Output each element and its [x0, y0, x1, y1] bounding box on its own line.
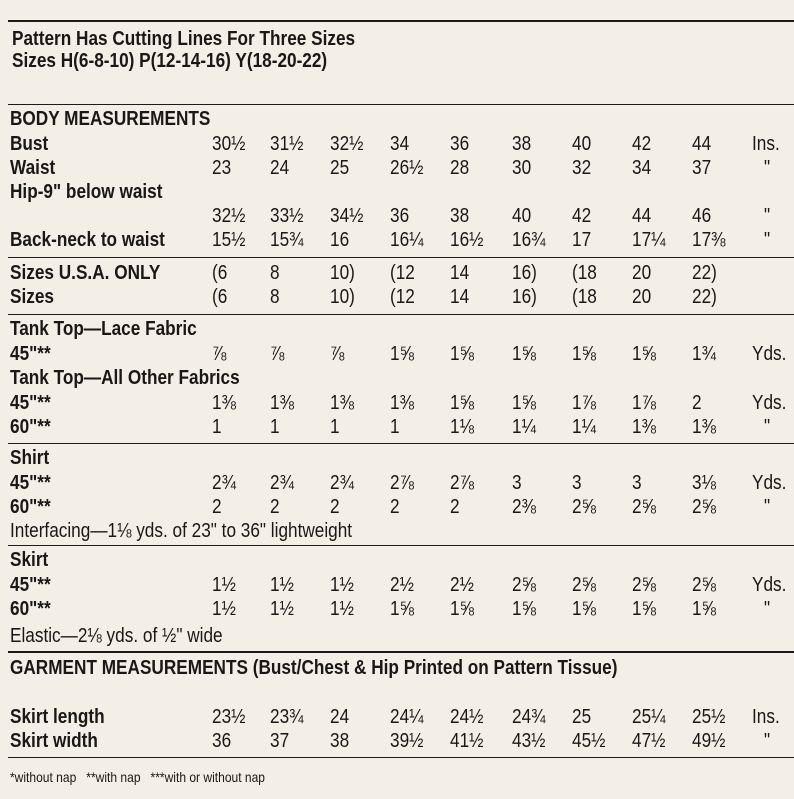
row-value: 1: [330, 416, 340, 438]
row-value: 45½: [572, 730, 606, 752]
row-value: 1½: [212, 574, 236, 596]
table-row: [0, 342, 794, 366]
row-value: 1⅜: [270, 392, 294, 414]
row-value: 1¾: [692, 343, 716, 365]
row-value: 20: [632, 262, 652, 284]
header-line-1: Pattern Has Cutting Lines For Three Sizes: [12, 28, 356, 50]
row-value: 25½: [692, 706, 726, 728]
row-value: 1⅝: [572, 343, 596, 365]
row-label: 45"**: [10, 392, 51, 414]
row-value: 32½: [330, 133, 364, 155]
row-value: 8: [270, 262, 280, 284]
section-divider: [8, 314, 794, 315]
row-value: 24: [270, 157, 290, 179]
row-value: 32½: [212, 205, 246, 227]
row-label: 60"**: [10, 416, 51, 438]
row-value: 1⅛: [450, 416, 474, 438]
row-value: 28: [450, 157, 470, 179]
row-unit: ": [764, 416, 771, 438]
row-value: 37: [692, 157, 712, 179]
row-value: 40: [512, 205, 532, 227]
row-value: 1⅝: [390, 598, 414, 620]
row-value: 23: [212, 157, 232, 179]
row-value: 36: [390, 205, 410, 227]
row-value: (18: [572, 262, 597, 284]
row-unit: Yds.: [752, 392, 787, 414]
row-label: 45"**: [10, 574, 51, 596]
row-value: 30: [512, 157, 532, 179]
row-value: 16: [330, 229, 350, 251]
row-value: 33½: [270, 205, 304, 227]
row-value: 34: [632, 157, 652, 179]
footnote: *without nap **with nap ***with or without nap: [10, 769, 266, 785]
row-value: 44: [632, 205, 652, 227]
row-value: 17⅜: [692, 229, 726, 251]
row-value: 1⅜: [330, 392, 354, 414]
row-value: 17¼: [632, 229, 666, 251]
row-value: (6: [212, 286, 228, 308]
row-value: 2⅜: [512, 496, 536, 518]
row-value: 36: [212, 730, 232, 752]
row-label: Skirt width: [10, 730, 98, 752]
row-value: 2: [330, 496, 340, 518]
top-rule: [8, 20, 794, 22]
section-divider: [8, 443, 794, 444]
row-value: 1: [270, 416, 280, 438]
section-divider: [8, 545, 794, 546]
row-value: 25: [330, 157, 350, 179]
row-value: 37: [270, 730, 290, 752]
row-value: 25: [572, 706, 592, 728]
garment-title: GARMENT MEASUREMENTS (Bust/Chest & Hip Printed on Pattern Tissue): [10, 657, 618, 679]
row-value: 1⅜: [632, 416, 656, 438]
row-value: 1⅞: [572, 392, 596, 414]
row-value: 16¾: [512, 229, 546, 251]
row-value: ⅞: [330, 343, 345, 365]
shirt-title: Shirt: [10, 447, 50, 469]
table-row: [0, 180, 794, 204]
row-value: 2½: [450, 574, 474, 596]
row-value: 38: [450, 205, 470, 227]
row-label: Hip-9" below waist: [10, 181, 163, 203]
row-value: 20: [632, 286, 652, 308]
row-value: 16½: [450, 229, 484, 251]
row-value: 38: [512, 133, 532, 155]
row-value: 2¾: [270, 472, 294, 494]
row-value: 3: [572, 472, 582, 494]
row-value: 44: [692, 133, 712, 155]
row-value: 1½: [270, 574, 294, 596]
row-value: 41½: [450, 730, 484, 752]
row-value: 22): [692, 262, 717, 284]
row-label: 45"**: [10, 472, 51, 494]
row-value: 31½: [270, 133, 304, 155]
body-measurements-title: BODY MEASUREMENTS: [10, 108, 211, 130]
section-divider: [8, 757, 794, 758]
row-value: 1⅝: [512, 392, 536, 414]
row-value: 14: [450, 286, 470, 308]
table-row: [0, 132, 794, 156]
row-label: 45"**: [10, 343, 51, 365]
row-value: 2⅝: [632, 496, 656, 518]
row-value: 32: [572, 157, 592, 179]
table-row: [0, 204, 794, 228]
row-value: 43½: [512, 730, 546, 752]
row-value: 34: [390, 133, 410, 155]
table-row: [0, 573, 794, 597]
row-label: 60"**: [10, 496, 51, 518]
row-value: 2¾: [330, 472, 354, 494]
row-value: 1⅜: [212, 392, 236, 414]
row-label: 60"**: [10, 598, 51, 620]
section-divider: [8, 104, 794, 105]
skirt-title: Skirt: [10, 549, 49, 571]
row-value: 1⅝: [450, 598, 474, 620]
tank-other-title: Tank Top—All Other Fabrics: [10, 367, 240, 389]
row-value: 3: [512, 472, 522, 494]
row-value: 3: [632, 472, 642, 494]
row-value: 15¾: [270, 229, 304, 251]
row-value: 1⅝: [512, 343, 536, 365]
row-value: ⅞: [270, 343, 285, 365]
skirt-note: Elastic—2⅛ yds. of ½" wide: [10, 625, 223, 647]
row-value: 1⅝: [692, 598, 716, 620]
row-value: (12: [390, 286, 415, 308]
row-value: 1¼: [512, 416, 536, 438]
row-unit: Ins.: [752, 706, 780, 728]
row-value: 25¼: [632, 706, 666, 728]
row-label: Bust: [10, 133, 49, 155]
row-label: Waist: [10, 157, 56, 179]
table-row: [0, 285, 794, 309]
row-value: 1½: [212, 598, 236, 620]
row-value: 16): [512, 262, 537, 284]
row-value: 10): [330, 262, 355, 284]
row-value: 24¼: [390, 706, 424, 728]
row-value: 2: [692, 392, 702, 414]
row-value: (12: [390, 262, 415, 284]
table-row: [0, 729, 794, 753]
row-value: 24¾: [512, 706, 546, 728]
table-row: [0, 261, 794, 285]
row-label: Back-neck to waist: [10, 229, 165, 251]
row-value: 1: [212, 416, 222, 438]
row-value: 49½: [692, 730, 726, 752]
row-value: 46: [692, 205, 712, 227]
row-value: 8: [270, 286, 280, 308]
table-row: [0, 156, 794, 180]
table-row: [0, 415, 794, 439]
row-value: 30½: [212, 133, 246, 155]
row-value: 1⅝: [450, 343, 474, 365]
row-unit: ": [764, 205, 771, 227]
row-value: (18: [572, 286, 597, 308]
row-value: 3⅛: [692, 472, 716, 494]
row-value: 26½: [390, 157, 424, 179]
row-value: 17: [572, 229, 592, 251]
row-value: 15½: [212, 229, 246, 251]
row-value: 1⅞: [632, 392, 656, 414]
shirt-note: Interfacing—1⅛ yds. of 23" to 36" lightweight: [10, 520, 353, 542]
header-line-2: Sizes H(6-8-10) P(12-14-16) Y(18-20-22): [12, 50, 328, 72]
row-value: 42: [632, 133, 652, 155]
row-value: 23½: [212, 706, 246, 728]
row-value: 14: [450, 262, 470, 284]
row-label: Sizes: [10, 286, 54, 308]
row-value: 1¼: [572, 416, 596, 438]
row-unit: ": [764, 730, 771, 752]
row-value: 1⅝: [450, 392, 474, 414]
row-unit: Ins.: [752, 133, 780, 155]
row-label: Skirt length: [10, 706, 105, 728]
row-value: 2⅝: [632, 574, 656, 596]
row-value: 2: [390, 496, 400, 518]
row-value: 1⅝: [572, 598, 596, 620]
row-value: 34½: [330, 205, 364, 227]
row-value: 1⅜: [692, 416, 716, 438]
row-label: Sizes U.S.A. ONLY: [10, 262, 161, 284]
row-value: 2¾: [212, 472, 236, 494]
row-value: 1: [390, 416, 400, 438]
row-value: 23¾: [270, 706, 304, 728]
row-unit: Yds.: [752, 574, 787, 596]
row-value: 38: [330, 730, 350, 752]
row-value: 24½: [450, 706, 484, 728]
table-row: [0, 705, 794, 729]
tank-lace-title: Tank Top—Lace Fabric: [10, 318, 197, 340]
row-value: 40: [572, 133, 592, 155]
section-divider: [8, 257, 794, 258]
row-value: 2⅝: [512, 574, 536, 596]
row-value: 2: [450, 496, 460, 518]
row-value: 47½: [632, 730, 666, 752]
row-value: 1⅝: [632, 343, 656, 365]
table-row: [0, 471, 794, 495]
row-value: 16): [512, 286, 537, 308]
table-row: [0, 391, 794, 415]
row-value: (6: [212, 262, 228, 284]
row-value: 2: [270, 496, 280, 518]
row-value: ⅞: [212, 343, 227, 365]
row-value: 2⅝: [692, 574, 716, 596]
row-value: 1½: [270, 598, 294, 620]
section-divider: [8, 651, 794, 653]
table-row: [0, 495, 794, 519]
row-value: 2⅝: [572, 496, 596, 518]
row-unit: ": [764, 496, 771, 518]
row-value: 1½: [330, 598, 354, 620]
row-value: 1⅜: [390, 392, 414, 414]
row-unit: Yds.: [752, 343, 787, 365]
row-value: 2⅝: [692, 496, 716, 518]
row-value: 42: [572, 205, 592, 227]
row-value: 2⅞: [390, 472, 414, 494]
row-unit: ": [764, 598, 771, 620]
row-unit: ": [764, 229, 771, 251]
table-row: [0, 228, 794, 252]
row-value: 1⅝: [390, 343, 414, 365]
row-unit: Yds.: [752, 472, 787, 494]
row-value: 2: [212, 496, 222, 518]
row-value: 1⅝: [632, 598, 656, 620]
row-value: 16¼: [390, 229, 424, 251]
row-unit: ": [764, 157, 771, 179]
row-value: 2⅝: [572, 574, 596, 596]
row-value: 1⅝: [512, 598, 536, 620]
row-value: 2⅞: [450, 472, 474, 494]
row-value: 1½: [330, 574, 354, 596]
row-value: 22): [692, 286, 717, 308]
row-value: 24: [330, 706, 350, 728]
table-row: [0, 597, 794, 621]
row-value: 36: [450, 133, 470, 155]
row-value: 2½: [390, 574, 414, 596]
row-value: 10): [330, 286, 355, 308]
row-value: 39½: [390, 730, 424, 752]
